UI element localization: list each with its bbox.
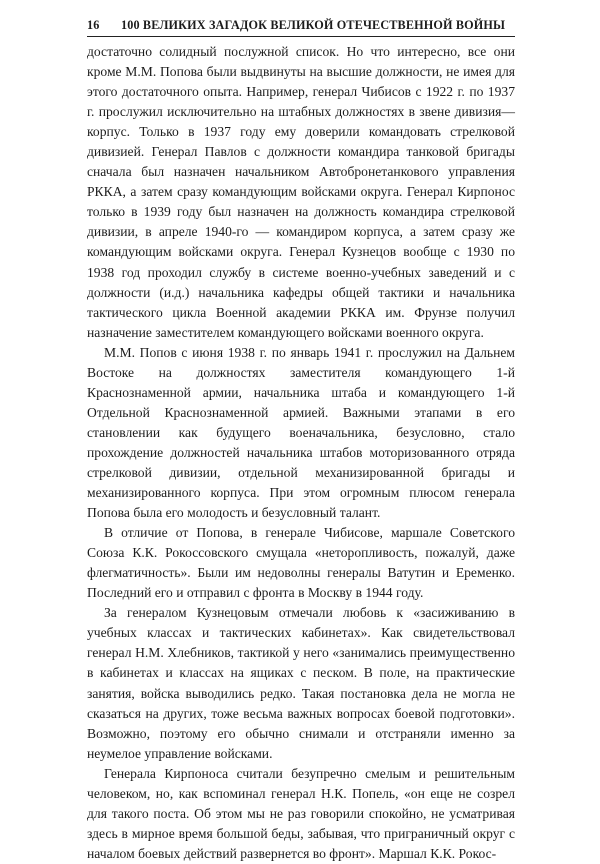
book-page	[87, 18, 515, 864]
book-title: 100 ВЕЛИКИХ ЗАГАДОК ВЕЛИКОЙ ОТЕЧЕСТВЕННОЙ ВОЙНЫ	[121, 18, 506, 32]
running-header	[87, 18, 515, 37]
paragraph: В отличие от Попова, в генерале Чибисове, маршале Советского Союза К.К. Рокоссовского смущала «неторопливость, пожалуй, даже флегматичность». Были им недоволны генералы Ватутин и Еременко. Последний его и отправил с фронта в Москву в 1944 году.	[87, 525, 515, 601]
page-number: 16	[87, 18, 100, 32]
paragraph: Генерала Кирпоноса считали безупречно смелым и решительным человеком, но, как вспоминал генерал Н.К. Попель, «он еще не созрел для такого поста. Об этом мы не раз говорили спокойно, не усматривая здесь в мирное время большой беды, забывая, что приграничный округ с началом боевых действий развернется во фронт». Маршал К.К. Рокос-	[87, 765, 515, 861]
body-text	[87, 42, 515, 864]
paragraph: достаточно солидный послужной список. Но что интересно, все они кроме М.М. Попова были выдвинуты на высшие должности, не имея для этого достаточного опыта. Например, генерал Чибисов с 1922 г. по 1937 г. прослужил исключительно на штабных должностях в звене дивизия—корпус. Только в 1937 году ему доверили командовать стрелковой дивизией. Генерал Павлов с должности командира танковой бригады сначала был назначен начальником Автобронетанкового управления РККА, а затем сразу командующим войсками округа. Генерал Кирпонос только в 1939 году был назначен на должность командира стрелковой дивизии, в апреле 1940-го — командиром корпуса, а затем сразу же командующим войсками округа. Генерал Кузнецов вообще с 1930 по 1938 год проходил службу в системе военно-учебных заведений и с должности (и.д.) начальника кафедры общей тактики и начальника тактического цикла Военной академии РККА им. Фрунзе получил назначение заместителем командующего войсками военного округа.	[87, 44, 515, 340]
paragraph: М.М. Попов с июня 1938 г. по январь 1941 г. прослужил на Дальнем Востоке на должностях заместителя командующего 1-й Краснознаменной армии, начальника штаба и командующего 1-й Отдельной Краснознаменной армией. Важными этапами в его становлении как будущего военачальника, безусловно, стало прохождение должностей начальника штабов моторизованного отряда стрелковой дивизии, отдельной механизированной бригады и механизированного корпуса. При этом огромным плюсом генерала Попова была его молодость и безусловный талант.	[87, 344, 515, 521]
paragraph: За генералом Кузнецовым отмечали любовь к «засиживанию в учебных классах и тактических кабинетах». Как свидетельствовал генерал Н.М. Хлебников, тактикой у него «занимались преимущественно в кабинетах и классах на ящиках с песком. В поле, на практические занятия, войска выводились редко. Такая постановка дела не могла не сказаться на других, тоже весьма важных вопросах боевой подготовки». Возможно, поэтому его обычно снимали и отстраняли именно за неумелое управление войсками.	[87, 605, 515, 761]
